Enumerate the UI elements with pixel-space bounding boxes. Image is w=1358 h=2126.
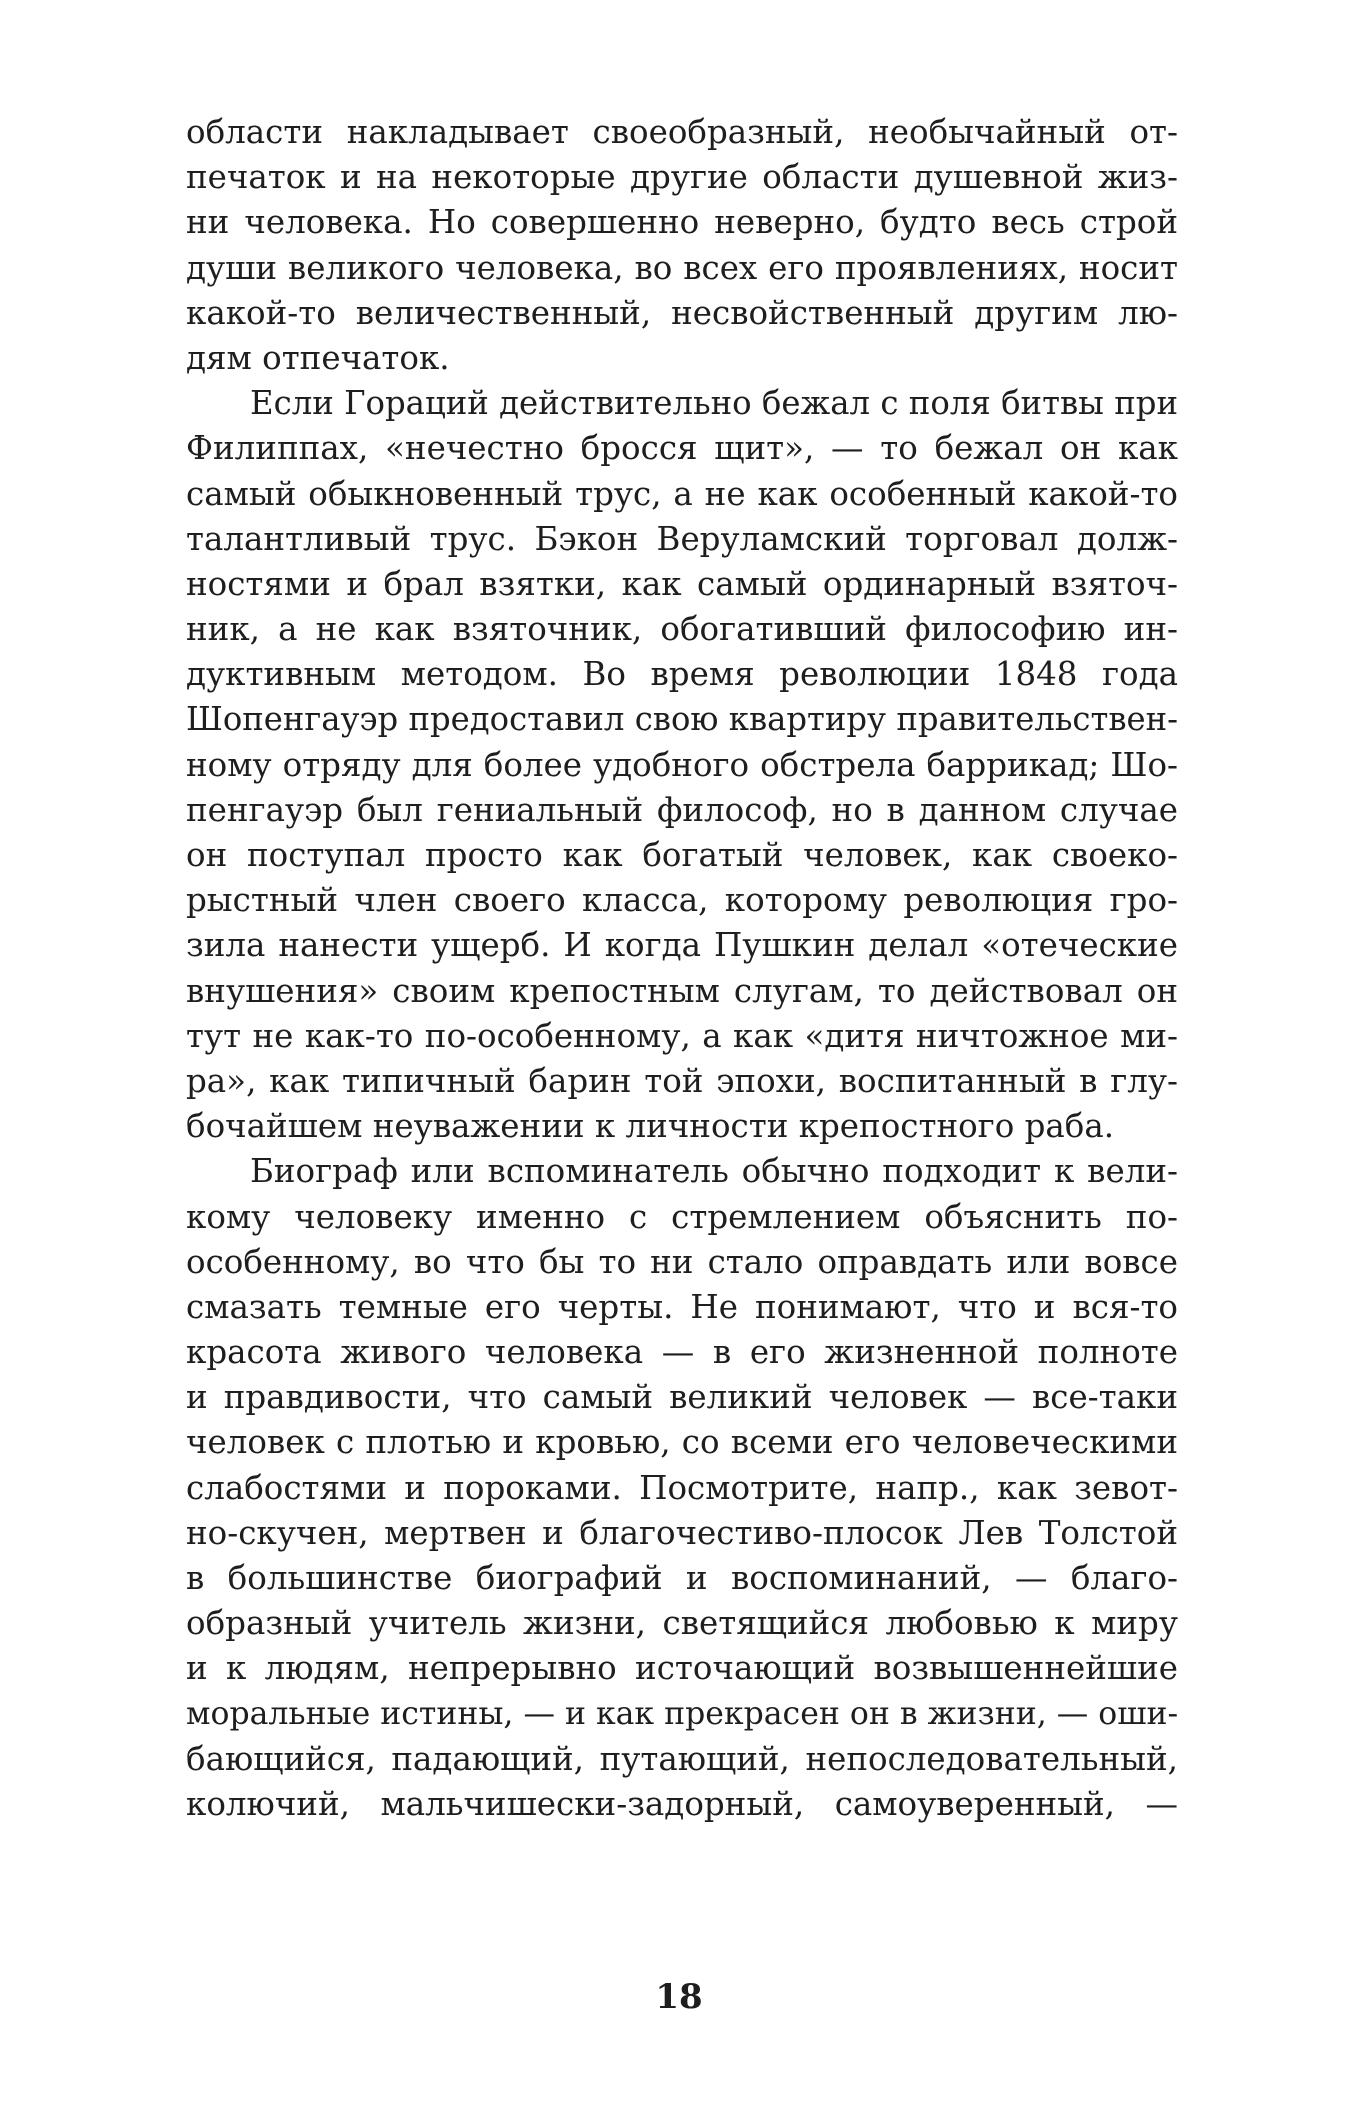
text-line: слабостями и пороками. Посмотрите, напр., как зевот-: [186, 1468, 1178, 1507]
text-line: зила нанести ущерб. И когда Пушкин делал «отеческие: [186, 926, 1178, 965]
text-line: и правдивости, что самый великий человек — все-таки: [186, 1378, 1178, 1417]
text-line: в большинстве биографий и воспоминаний, — благо-: [186, 1559, 1178, 1597]
paragraph-1: [186, 110, 1178, 381]
paragraph-3: [186, 1149, 1178, 1827]
text-line: рыстный член своего класса, которому революция гро-: [186, 881, 1178, 920]
text-line: пенгауэр был гениальный философ, но в данном случае: [186, 790, 1178, 829]
text-line: смазать темные его черты. Не понимают, что и вся-то: [186, 1287, 1178, 1326]
text-line: но-скучен, мертвен и благочестиво-плосок Лев Толстой: [186, 1513, 1178, 1552]
text-line: особенному, во что бы то ни стало оправдать или вовсе: [186, 1242, 1178, 1281]
text-line: ному отряду для более удобного обстрела баррикад; Шо-: [186, 745, 1178, 784]
text-line: Биограф или вспоминатель обычно подходит к вели-: [250, 1152, 1178, 1191]
text-line: какой-то величественный, несвойственный другим лю-: [186, 293, 1178, 332]
text-line: тут не как-то по-особенному, а как «дитя ничтожное ми-: [186, 1016, 1178, 1055]
text-line: он поступал просто как богатый человек, как своеко-: [186, 836, 1178, 874]
text-line: образный учитель жизни, светящийся любовью к миру: [186, 1604, 1178, 1643]
text-line: кому человеку именно с стремлением объяснить по-: [186, 1197, 1178, 1236]
body-text: [186, 110, 1178, 1827]
text-line: печаток и на некоторые другие области душевной жиз-: [186, 158, 1178, 197]
text-line: красота живого человека — в его жизненной полноте: [186, 1333, 1178, 1372]
text-line: ник, а не как взяточник, обогативший философию ин-: [186, 610, 1178, 649]
text-line: и к людям, непрерывно источающий возвышеннейшие: [186, 1649, 1178, 1688]
text-line: дуктивным методом. Во время революции 1848 года: [186, 655, 1178, 694]
text-line: талантливый трус. Бэкон Веруламский торговал долж-: [186, 519, 1178, 558]
text-line: области накладывает своеобразный, необычайный от-: [186, 113, 1178, 151]
text-line: бочайшем неуважении к личности крепостного раба.: [186, 1107, 1115, 1146]
text-line: Филиппах, «нечестно бросся щит», — то бежал он как: [186, 429, 1178, 468]
text-line: моральные истины, — и как прекрасен он в жизни, — оши-: [186, 1695, 1179, 1732]
text-line: колючий, мальчишески-задорный, самоуверенный, —: [186, 1784, 1178, 1823]
text-line: человек с плотью и кровью, со всеми его человеческими: [186, 1423, 1178, 1462]
text-line: ностями и брал взятки, как самый ординарный взяточ-: [186, 564, 1178, 603]
text-line: внушения» своим крепостным слугам, то действовал он: [186, 971, 1178, 1010]
text-line: бающийся, падающий, путающий, непоследовательный,: [186, 1739, 1178, 1778]
text-line: души великого человека, во всех его проявлениях, носит: [186, 248, 1178, 287]
text-line: Если Гораций действительно бежал с поля битвы при: [250, 384, 1178, 423]
text-line: Шопенгауэр предоставил свою квартиру правительствен-: [186, 700, 1178, 739]
text-line: самый обыкновенный трус, а не как особенный какой-то: [186, 474, 1178, 513]
text-line: ра», как типичный барин той эпохи, воспитанный в глу-: [186, 1061, 1178, 1100]
text-line: дям отпечаток.: [186, 338, 450, 377]
page-number: 18: [655, 1977, 703, 2017]
paragraph-2: [186, 381, 1178, 1149]
text-line: ни человека. Но совершенно неверно, будто весь строй: [186, 203, 1178, 242]
